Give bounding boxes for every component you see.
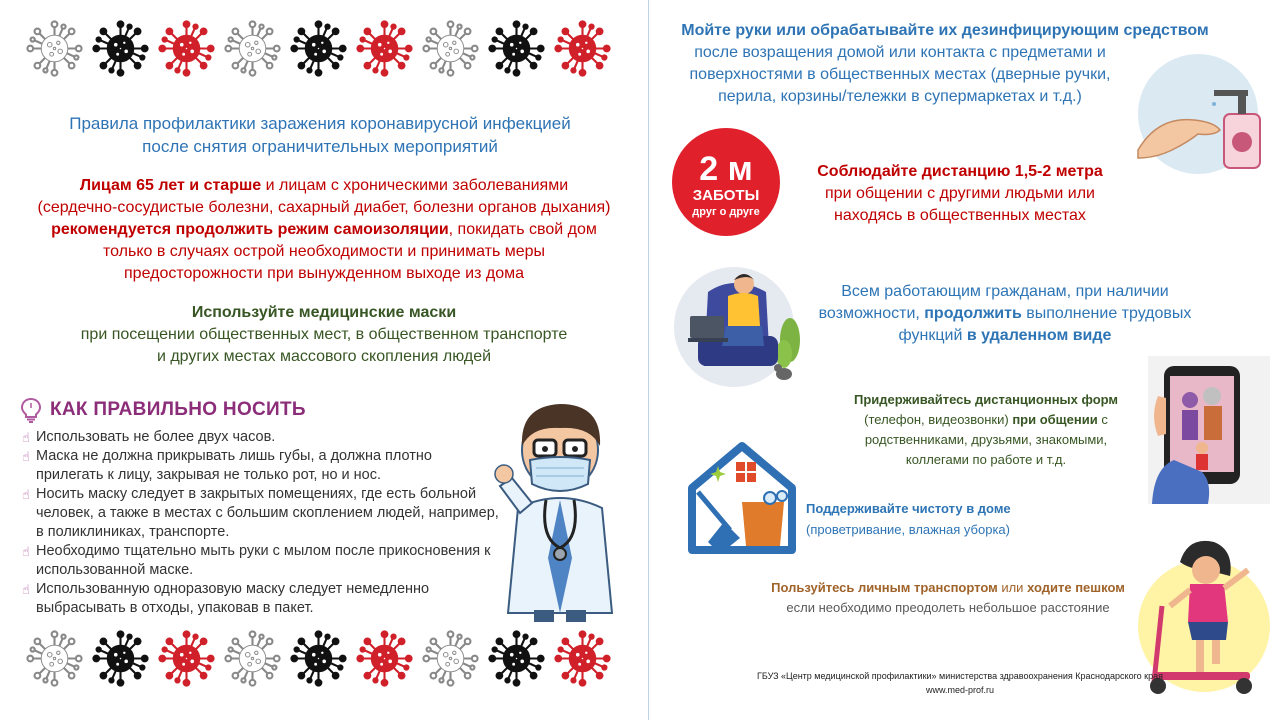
thumb-bullet-icon: ☝ xyxy=(22,449,30,464)
virus-icon xyxy=(26,20,83,77)
thumb-bullet-icon: ☝ xyxy=(22,582,30,597)
thumb-bullet-icon: ☝ xyxy=(22,430,30,445)
hands-line-1: после возращения домой или контакта с предметами и xyxy=(694,44,1106,61)
virus-icon xyxy=(158,20,215,77)
hands-line-2: поверхностями в общественных местах (дверные ручки, xyxy=(689,66,1111,83)
virus-icon xyxy=(422,20,479,77)
elderly-bold-2: рекомендуется продолжить режим самоизоляции xyxy=(51,221,449,238)
elderly-line-4: только в случаях острой необходимости и принимать меры xyxy=(102,243,546,260)
thumb-bullet-icon: ☝ xyxy=(22,544,30,559)
elderly-bold-1: Лицам 65 лет и старше xyxy=(79,177,262,194)
masks-line-1: при посещении общественных мест, в общественном транспорте xyxy=(80,326,568,343)
virus-icon xyxy=(158,630,215,687)
virus-icon xyxy=(422,630,479,687)
transport-block: Пользуйтесь личным транспортом или ходите пешком если необходимо преодолеть небольшое расстояние xyxy=(738,578,1158,618)
virus-border-bottom xyxy=(26,630,621,690)
column-divider xyxy=(648,0,649,720)
virus-icon xyxy=(92,630,149,687)
communication-line-3: коллегами по работе и т.д. xyxy=(905,452,1067,467)
communication-title: Придерживайтесь дистанционных форм xyxy=(853,392,1119,407)
elderly-text-2: , покидать свой дом xyxy=(448,221,597,238)
communication-block: Придерживайтесь дистанционных форм (телефон, видеозвонки) при общении с родственниками, друзьями, знакомыми, коллегами по работе и т.д. xyxy=(826,390,1146,470)
cleanliness-subtitle: (проветривание, влажная уборка) xyxy=(806,522,1010,537)
remote-work-illustration xyxy=(662,262,807,392)
how-to-wear-list xyxy=(22,428,502,618)
hands-title: Мойте руки или обрабатывайте их дезинфицирующим средством xyxy=(681,22,1209,39)
masks-line-2: и других местах массового скопления людей xyxy=(156,348,492,365)
badge-small-text: друг о друге xyxy=(692,206,760,218)
list-item: ☝ Носить маску следует в закрытых помещениях, где есть больной человек, а также в местах с большим скоплением людей, например, в поликлиниках, транспорте. xyxy=(22,486,499,540)
list-item: ☝ Использовать не более двух часов. xyxy=(22,429,276,445)
virus-icon xyxy=(356,20,413,77)
virus-icon xyxy=(554,20,611,77)
virus-icon xyxy=(488,20,545,77)
elderly-line-5: предосторожности при вынужденном выходе из дома xyxy=(124,265,524,282)
distance-line-1: при общении с другими людьми или xyxy=(825,185,1095,202)
communication-line-2: родственниками, друзьями, знакомыми, xyxy=(864,432,1108,447)
transport-line-1: если необходимо преодолеть небольшое расстояние xyxy=(786,600,1110,615)
title-line-2: после снятия ограничительных мероприятий xyxy=(142,137,498,156)
remote-line-1: Всем работающим гражданам, при наличии xyxy=(841,283,1169,300)
virus-icon xyxy=(356,630,413,687)
title-line-1: Правила профилактики заражения коронавирусной инфекцией xyxy=(69,114,571,133)
distance-line-2: находясь в общественных местах xyxy=(834,207,1086,224)
thumb-bullet-icon: ☝ xyxy=(22,487,30,502)
remote-block: Всем работающим гражданам, при наличии возможности, продолжить выполнение трудовых функций в удаленном виде xyxy=(800,281,1210,347)
page-title xyxy=(20,112,620,158)
footer-line-1: ГБУЗ «Центр медицинской профилактики» министерства здравоохранения Краснодарского края xyxy=(757,671,1163,681)
footer-line-2: www.med-prof.ru xyxy=(925,685,995,695)
footer xyxy=(650,669,1270,697)
how-to-wear-heading xyxy=(20,397,306,423)
masks-block xyxy=(8,302,640,368)
cleanliness-block xyxy=(806,498,1066,540)
badge-big-text: 2 м xyxy=(699,150,753,188)
handwash-illustration xyxy=(1128,46,1268,176)
virus-icon xyxy=(92,20,149,77)
video-call-illustration xyxy=(1144,356,1270,504)
distance-badge xyxy=(670,126,782,238)
virus-icon xyxy=(224,630,281,687)
list-item: ☝ Необходимо тщательно мыть руки с мылом после прикосновения к использованной маске. xyxy=(22,543,491,578)
masks-title: Используйте медицинские маски xyxy=(191,304,457,321)
elderly-text-1: и лицам с хроническими заболеваниями xyxy=(261,177,569,194)
badge-mid-text: ЗАБОТЫ xyxy=(692,187,760,204)
how-to-wear-title: КАК ПРАВИЛЬНО НОСИТЬ xyxy=(50,399,306,420)
virus-icon xyxy=(290,20,347,77)
virus-border-top xyxy=(26,20,621,80)
list-item: ☝ Использованную одноразовую маску следует немедленно выбрасывать в отходы, упаковав в пакет. xyxy=(22,581,430,616)
list-item: ☝ Маска не должна прикрывать лишь губы, а должна плотно прилегать к лицу, закрывая не только рот, но и нос. xyxy=(22,448,432,483)
elderly-block xyxy=(8,175,640,285)
virus-icon xyxy=(488,630,545,687)
virus-icon xyxy=(554,630,611,687)
distance-block xyxy=(790,161,1130,227)
virus-icon xyxy=(26,630,83,687)
virus-icon xyxy=(224,20,281,77)
cleaning-illustration xyxy=(680,438,804,556)
lightbulb-icon xyxy=(20,397,42,423)
hands-line-3: перила, корзины/тележки в супермаркетах и т.д.) xyxy=(718,88,1082,105)
elderly-line-2: (сердечно-сосудистые болезни, сахарный диабет, болезни органов дыхания) xyxy=(37,199,611,216)
cleanliness-title: Поддерживайте чистоту в доме xyxy=(806,501,1011,516)
virus-icon xyxy=(290,630,347,687)
doctor-illustration xyxy=(490,388,630,623)
distance-title: Соблюдайте дистанцию 1,5-2 метра xyxy=(817,163,1103,180)
